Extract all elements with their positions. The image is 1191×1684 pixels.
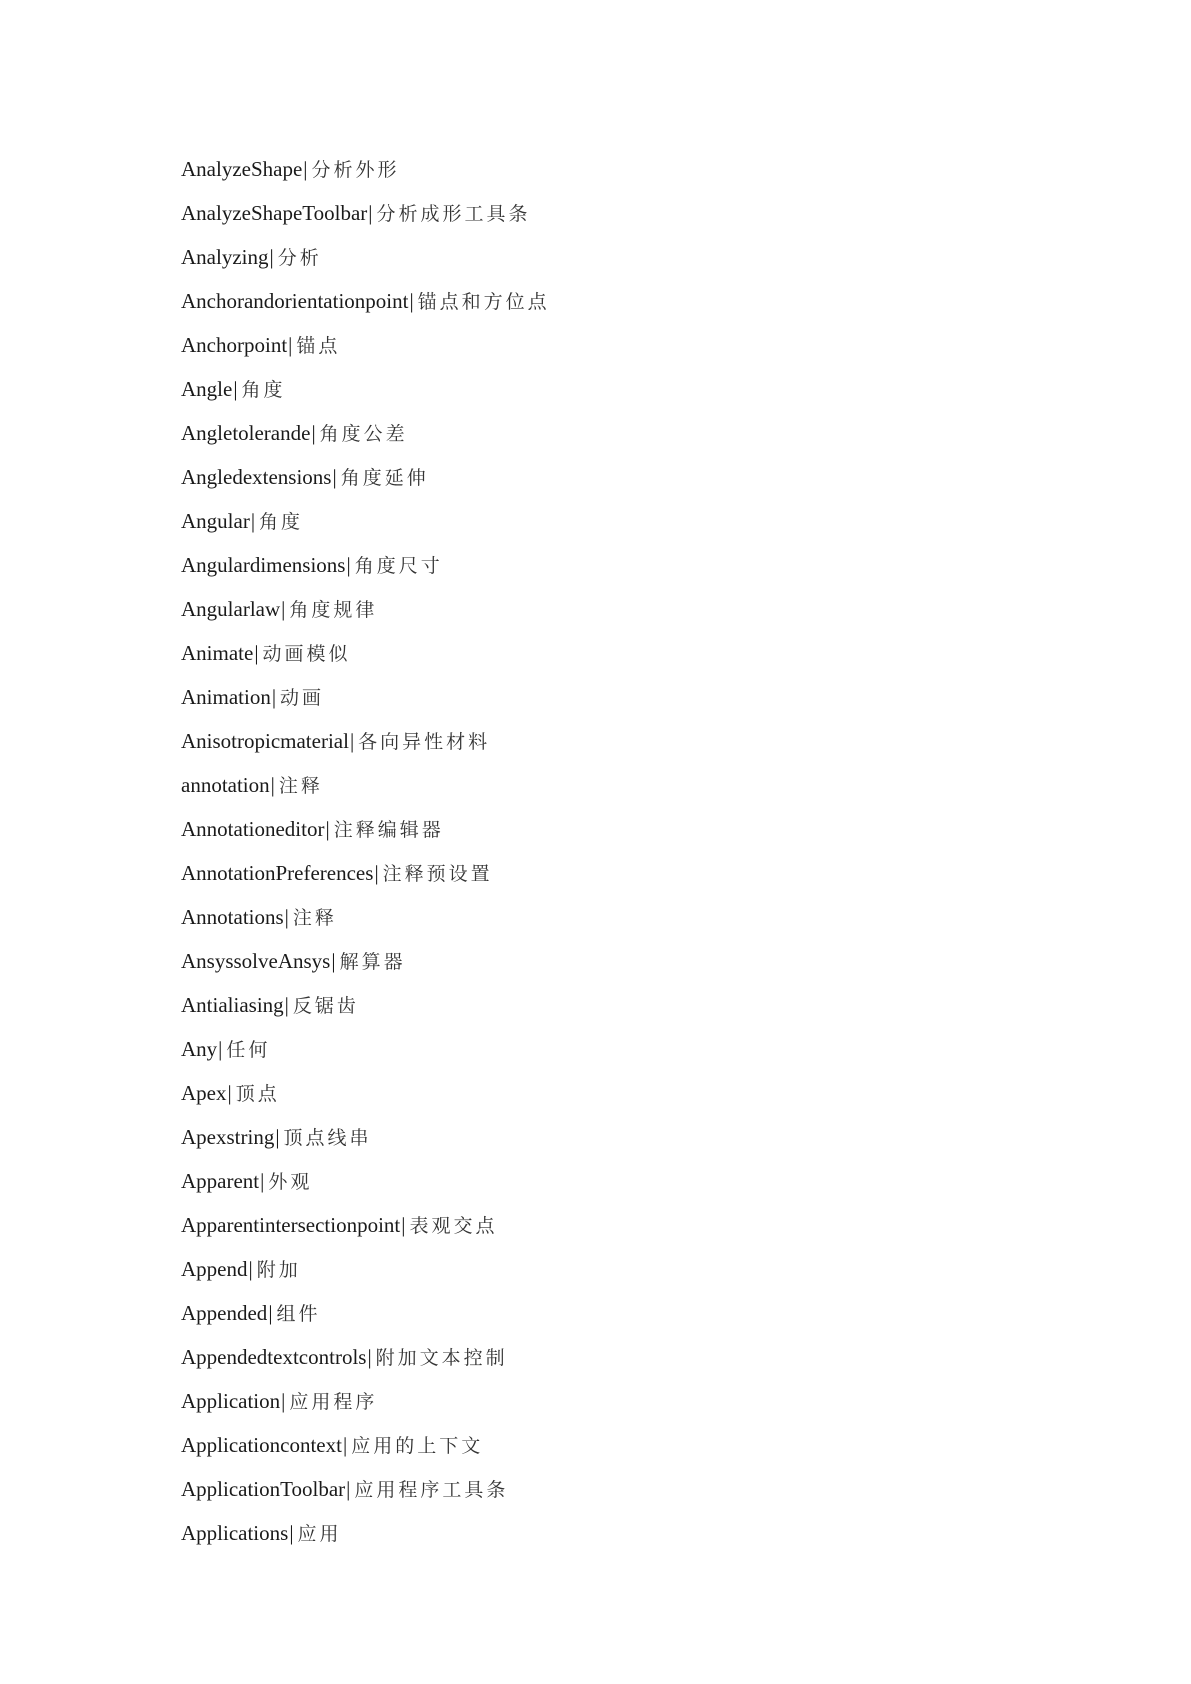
entry-separator: | [271, 685, 277, 709]
glossary-entry [181, 587, 550, 631]
entry-translation: 角度公差 [319, 423, 408, 445]
glossary-entry [181, 895, 550, 939]
entry-term: AnsyssolveAnsys [181, 949, 331, 973]
glossary-entry [181, 543, 550, 587]
glossary-entry [181, 1027, 550, 1071]
entry-term: Anchorpoint [181, 333, 288, 357]
entry-translation: 应用程序工具条 [354, 1479, 509, 1501]
entry-translation: 注释 [278, 775, 323, 797]
glossary-entry [181, 499, 550, 543]
entry-term: Analyzing [181, 245, 269, 269]
entry-separator: | [331, 949, 336, 973]
entry-separator: | [260, 1169, 265, 1193]
entry-term: Applicationcontext [181, 1433, 342, 1457]
entry-translation: 角度尺寸 [354, 555, 443, 577]
entry-term: Any [181, 1037, 218, 1061]
entry-separator: | [409, 289, 414, 313]
entry-translation: 角度 [259, 511, 304, 533]
entry-term: Annotations [181, 905, 284, 929]
entry-translation: 角度 [241, 379, 286, 401]
entry-term: Append [181, 1257, 248, 1281]
entry-term: Apparentintersectionpoint [181, 1213, 401, 1237]
entry-term: Angletolerande [181, 421, 311, 445]
entry-term: annotation [181, 773, 270, 797]
entry-term: Angle [181, 377, 233, 401]
entry-translation: 附加 [256, 1259, 301, 1281]
entry-separator: | [281, 597, 286, 621]
entry-separator: | [227, 1081, 232, 1105]
glossary-entry [181, 1423, 550, 1467]
entry-term: Anchorandorientationpoint [181, 289, 409, 313]
glossary-entry [181, 411, 550, 455]
glossary-entry [181, 367, 550, 411]
entry-separator: | [250, 509, 256, 533]
glossary-entry [181, 323, 550, 367]
entry-separator: | [254, 641, 259, 665]
entry-separator: | [325, 817, 330, 841]
glossary-entry [181, 939, 550, 983]
entry-term: Angledextensions [181, 465, 332, 489]
glossary-entry [181, 1335, 550, 1379]
entry-translation: 锚点 [296, 335, 341, 357]
glossary-entry [181, 1379, 550, 1423]
entry-translation: 顶点线串 [283, 1127, 372, 1149]
glossary-entry [181, 1291, 550, 1335]
entry-separator: | [368, 201, 373, 225]
entry-separator: | [288, 333, 293, 357]
entry-separator: | [268, 1301, 273, 1325]
entry-translation: 应用 [297, 1523, 342, 1545]
entry-separator: | [275, 1125, 280, 1149]
entry-translation: 注释 [292, 907, 337, 929]
entry-term: Application [181, 1389, 281, 1413]
entry-term: Angularlaw [181, 597, 281, 621]
glossary-entry [181, 1203, 550, 1247]
entry-term: Apexstring [181, 1125, 275, 1149]
glossary-entry [181, 455, 550, 499]
entry-separator: | [289, 1521, 294, 1545]
entry-term: Appended [181, 1301, 268, 1325]
entry-term: Annotationeditor [181, 817, 325, 841]
glossary-entry [181, 1159, 550, 1203]
glossary-entry [181, 1467, 550, 1511]
entry-translation: 反锯齿 [292, 995, 359, 1017]
entry-translation: 附加文本控制 [375, 1347, 508, 1369]
entry-translation: 表观交点 [409, 1215, 498, 1237]
entry-term: Antialiasing [181, 993, 284, 1017]
entry-term: Appendedtextcontrols [181, 1345, 367, 1369]
glossary-entry [181, 1071, 550, 1115]
entry-term: Angulardimensions [181, 553, 346, 577]
entry-separator: | [332, 465, 337, 489]
entry-translation: 组件 [276, 1303, 321, 1325]
entry-separator: | [349, 729, 355, 753]
entry-term: Apex [181, 1081, 227, 1105]
glossary-list [181, 147, 550, 1555]
glossary-entry [181, 235, 550, 279]
entry-separator: | [342, 1433, 348, 1457]
entry-translation: 分析 [277, 247, 322, 269]
entry-separator: | [374, 861, 379, 885]
entry-translation: 各向异性材料 [358, 731, 491, 753]
entry-separator: | [346, 553, 351, 577]
entry-translation: 注释预设置 [382, 863, 493, 885]
glossary-entry [181, 279, 550, 323]
entry-term: ApplicationToolbar [181, 1477, 346, 1501]
entry-term: Animate [181, 641, 254, 665]
entry-translation: 应用程序 [289, 1391, 378, 1413]
entry-term: Angular [181, 509, 250, 533]
entry-term: AnalyzeShape [181, 157, 303, 181]
entry-translation: 任何 [226, 1039, 271, 1061]
entry-separator: | [303, 157, 308, 181]
entry-translation: 角度延伸 [340, 467, 429, 489]
entry-term: AnalyzeShapeToolbar [181, 201, 368, 225]
entry-translation: 角度规律 [289, 599, 378, 621]
entry-term: Apparent [181, 1169, 260, 1193]
entry-translation: 顶点 [235, 1083, 280, 1105]
glossary-entry [181, 1247, 550, 1291]
entry-separator: | [346, 1477, 351, 1501]
entry-separator: | [218, 1037, 223, 1061]
entry-translation: 应用的上下文 [351, 1435, 484, 1457]
glossary-entry [181, 983, 550, 1027]
glossary-entry [181, 1511, 550, 1555]
entry-separator: | [281, 1389, 286, 1413]
entry-translation: 外观 [268, 1171, 313, 1193]
entry-translation: 分析外形 [311, 159, 400, 181]
glossary-entry [181, 191, 550, 235]
entry-translation: 分析成形工具条 [376, 203, 531, 225]
entry-separator: | [284, 905, 289, 929]
entry-translation: 解算器 [339, 951, 406, 973]
entry-separator: | [269, 245, 274, 269]
entry-translation: 动画 [280, 687, 325, 709]
entry-separator: | [248, 1257, 253, 1281]
entry-translation: 锚点和方位点 [417, 291, 550, 313]
glossary-entry [181, 631, 550, 675]
glossary-entry [181, 147, 550, 191]
entry-separator: | [311, 421, 316, 445]
glossary-entry [181, 807, 550, 851]
entry-term: Animation [181, 685, 271, 709]
entry-term: Applications [181, 1521, 289, 1545]
entry-translation: 注释编辑器 [333, 819, 444, 841]
glossary-entry [181, 763, 550, 807]
glossary-entry [181, 719, 550, 763]
entry-separator: | [284, 993, 289, 1017]
entry-separator: | [401, 1213, 406, 1237]
glossary-entry [181, 675, 550, 719]
glossary-entry [181, 851, 550, 895]
entry-separator: | [270, 773, 275, 797]
glossary-entry [181, 1115, 550, 1159]
entry-translation: 动画模似 [262, 643, 351, 665]
entry-term: Anisotropicmaterial [181, 729, 349, 753]
entry-separator: | [367, 1345, 372, 1369]
entry-term: AnnotationPreferences [181, 861, 374, 885]
entry-separator: | [233, 377, 238, 401]
